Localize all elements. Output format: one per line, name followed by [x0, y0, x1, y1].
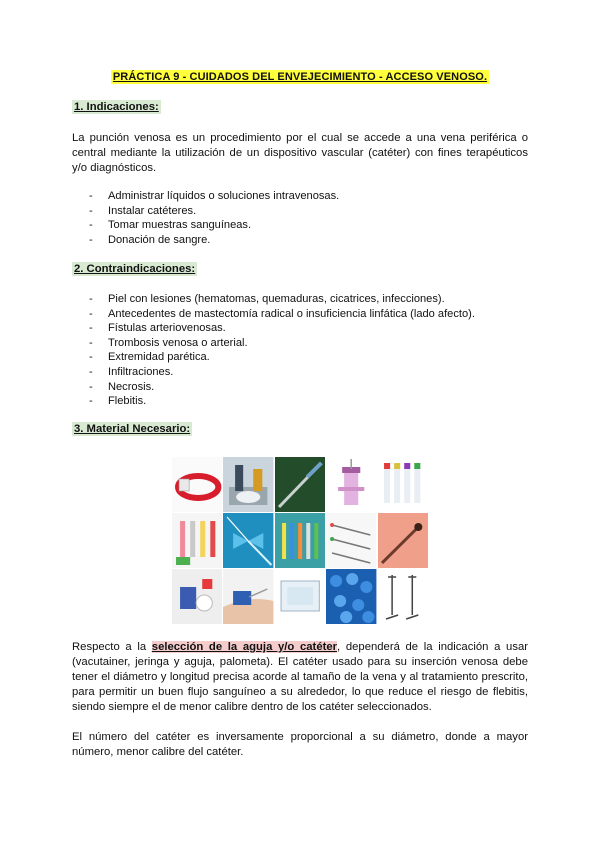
list-item: - Fístulas arteriovenosas.	[89, 321, 475, 336]
butterfly-needle-image	[223, 513, 273, 568]
highlight-selection: selección de la aguja y/o catéter	[151, 641, 338, 653]
iv-stands-image	[378, 569, 428, 624]
blood-tubes-image	[378, 457, 428, 512]
list-item: - Piel con lesiones (hematomas, quemaduras, cicatrices, infecciones).	[89, 292, 475, 307]
heading-indicaciones: 1. Indicaciones:	[74, 101, 159, 113]
list-item: - Tomar muestras sanguíneas.	[89, 218, 339, 233]
blue-caps-image	[326, 569, 376, 624]
list-item: - Administrar líquidos o soluciones intravenosas.	[89, 189, 339, 204]
tape-gauze-image	[172, 569, 222, 624]
heading-material: 3. Material Necesario:	[74, 423, 191, 435]
list-item: - Infiltraciones.	[89, 365, 475, 380]
list-indicaciones	[89, 189, 339, 247]
list-item: - Trombosis venosa o arterial.	[89, 336, 475, 351]
dressing-image	[275, 569, 325, 624]
list-contraindicaciones	[89, 292, 475, 409]
list-item: - Antecedentes de mastectomía radical o insuficiencia linfática (lado afecto).	[89, 307, 475, 322]
needles-image	[326, 513, 376, 568]
materials-collage	[172, 457, 428, 624]
arm-puncture-image	[223, 569, 273, 624]
disinfectant-gloves-image	[223, 457, 273, 512]
catheter-tip-image	[378, 513, 428, 568]
paragraph-material: Respecto a la selección de la aguja y/o catéter, dependerá de la indicación a usar (vacutainer, jeringa y aguja, palometa). El catéter usado para su inserción venosa debe tener el diámetro y longitud precisa acorde al tamaño de la vena y al tratamiento prescrito, para permitir un buen flujo sanguíneo a su alrededor, lo que reduce el riesgo de flebitis, siendo siempre el de menor calibre dentro de los catéter seleccionados.	[72, 641, 529, 713]
catheter-set-image	[275, 513, 325, 568]
paragraph-indicaciones: La punción venosa es un procedimiento por el cual se accede a una vena periférica o central mediante la utilización de un dispositivo vascular (catéter) con fines terapéuticos y/o diagnósticos.	[72, 132, 528, 174]
needle-image	[275, 457, 325, 512]
vacutainer-image	[326, 457, 376, 512]
heading-contraindicaciones: 2. Contraindicaciones:	[74, 263, 196, 275]
page-title: PRÁCTICA 9 - CUIDADOS DEL ENVEJECIMIENTO - ACCESO VENOSO.	[112, 71, 488, 83]
list-item: - Necrosis.	[89, 380, 475, 395]
list-item: - Extremidad parética.	[89, 350, 475, 365]
list-item: - Donación de sangre.	[89, 233, 339, 248]
list-item: - Instalar catéteres.	[89, 204, 339, 219]
tourniquet-image	[172, 457, 222, 512]
paragraph-catheter-number: El número del catéter es inversamente proporcional a su diámetro, donde a mayor número, menor calibre del catéter.	[72, 731, 528, 758]
list-item: - Flebitis.	[89, 394, 475, 409]
iv-catheters-image	[172, 513, 222, 568]
